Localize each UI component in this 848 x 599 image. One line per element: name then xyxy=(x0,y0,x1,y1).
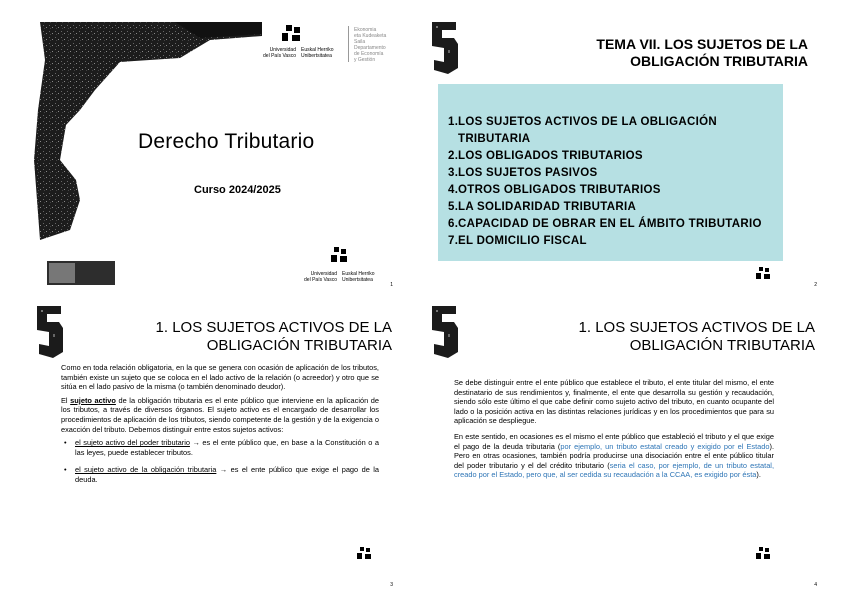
page-number: 4 xyxy=(814,582,817,588)
bullet-item xyxy=(61,438,379,457)
toc-number: 6. xyxy=(448,218,459,230)
university-name-eu xyxy=(301,47,341,59)
bullet-term: el sujeto activo de la obligación tributaria xyxy=(75,465,217,475)
bullet-text: → es el ente público que, en base a la Constitución o a las leyes, puede establecer tributos. xyxy=(75,438,379,457)
toc-number: 7. xyxy=(448,235,459,247)
page-number: 3 xyxy=(390,582,393,588)
toc-number: 2. xyxy=(448,150,459,162)
slide-title: TEMA VII. LOS SUJETOS DE LA OBLIGACIÓN TRIBUTARIA xyxy=(596,36,808,69)
university-mini-logo xyxy=(753,546,775,562)
slide-body xyxy=(61,363,379,493)
toc-item[interactable] xyxy=(448,165,778,182)
table-of-contents-box xyxy=(438,84,783,261)
dept-line: y Gestión xyxy=(354,57,376,63)
dept-line: Ekonomia xyxy=(354,27,377,33)
toc-text: LOS OBLIGADOS TRIBUTARIOS xyxy=(458,150,643,162)
university-name-eu-bottom xyxy=(342,271,386,283)
toc-number: 3. xyxy=(448,167,459,179)
toc-number: 5. xyxy=(448,201,459,213)
text: ). xyxy=(756,470,761,480)
term-sujeto-activo: sujeto activo xyxy=(70,395,116,405)
paragraph: Se debe distinguir entre el ente público que establece el tributo, el ente titular del mismo, el ente destinatario de sus rendimientos y, finalmente, el ente que desarrolla su gestión y recaudación, siendo sólo este último el que cabe definir como sujeto activo del tributo, en cuanto ocupante del lado o la posición activa en las distintas relaciones jurídicas y en los procedimientos que para su aplicación se despliegue. xyxy=(454,378,774,426)
bullet-icon: • xyxy=(64,438,67,448)
bullet-text: → es el ente público que exige el pago de la deuda. xyxy=(75,465,379,484)
slide-2 xyxy=(424,0,848,299)
text: En este sentido, en ocasiones es el mismo el ente público que estableció el tributo y el que exige el pago de la deuda tributaria ( xyxy=(454,431,774,451)
course-year: Curso 2024/2025 xyxy=(194,184,281,196)
bullet-term: el sujeto activo del poder tributario xyxy=(75,438,190,448)
toc-text: EL DOMICILIO FISCAL xyxy=(458,235,587,247)
toc-number: 4. xyxy=(448,184,459,196)
paragraph: Como en toda relación obligatoria, en la que se genera con ocasión de aplicación de los tributos, también existe un sujeto que se coloca en el lado activo de la relación (o acreedor) y otro que se sitúa en el lado pasivo de la misma (o también denominado deudor). xyxy=(61,363,379,392)
slide-body xyxy=(454,378,774,484)
toc-item[interactable] xyxy=(448,114,778,148)
bullet-item xyxy=(61,465,379,484)
toc-text: OTROS OBLIGADOS TRIBUTARIOS xyxy=(458,184,661,196)
example-text: por ejemplo, un tributo estatal creado y exigido por el Estado xyxy=(560,441,770,451)
example-text: seria el caso, por ejemplo, de un tributo estatal, creado por el Estado, pero que, al ser cedida su recaudación a la CCAA, es exigido por ésta xyxy=(454,460,775,480)
text: de la obligación tributaria es el ente público que interviene en la aplicación de los tributos, a través de diversos órganos. El sujeto activo es el encargado de desarrollar los procedimientos de aplicación de los tributos, siendo competente de la gestión y de la exigencia o exacción del tributo. Debemos distinguir entre estos sujetos activos: xyxy=(61,395,379,434)
section-title: 1. LOS SUJETOS ACTIVOS DE LA OBLIGACIÓN TRIBUTARIA xyxy=(578,319,815,354)
uni-line: Unibertsitatea xyxy=(301,53,332,59)
bullet-list xyxy=(61,438,379,484)
toc-text: LOS SUJETOS ACTIVOS DE LA OBLIGACIÓN TRIBUTARIA xyxy=(458,116,717,145)
toc-number: 1. xyxy=(448,116,459,128)
decorative-glyph-logo xyxy=(430,20,460,75)
decorative-glyph-logo xyxy=(35,304,65,359)
page-number: 2 xyxy=(814,282,817,288)
toc-item[interactable] xyxy=(448,182,778,199)
toc-text: LA SOLIDARIDAD TRIBUTARIA xyxy=(458,201,637,213)
uni-line: Euskal Herriko xyxy=(301,47,334,53)
text: El xyxy=(61,395,71,405)
university-logo-top xyxy=(272,23,312,45)
faculty-banner-image xyxy=(47,261,115,285)
bullet-icon: • xyxy=(64,465,67,475)
university-mini-logo xyxy=(753,266,775,282)
uni-line: del País Vasco xyxy=(263,53,296,59)
slide-4 xyxy=(424,300,848,599)
uni-line: Universidad xyxy=(310,271,337,277)
university-name-es-bottom xyxy=(293,271,337,283)
uni-line: Universidad xyxy=(269,47,296,53)
uni-line: Euskal Herriko xyxy=(342,271,375,277)
university-mini-logo xyxy=(354,546,376,562)
university-name-es xyxy=(256,47,296,59)
table-of-contents xyxy=(448,114,778,250)
toc-item[interactable] xyxy=(448,216,778,233)
section-title: 1. LOS SUJETOS ACTIVOS DE LA OBLIGACIÓN TRIBUTARIA xyxy=(155,319,392,354)
page-number: 1 xyxy=(390,282,393,288)
toc-text: LOS SUJETOS PASIVOS xyxy=(458,167,598,179)
dept-line: Saila xyxy=(354,39,366,45)
toc-item[interactable] xyxy=(448,199,778,216)
decorative-glyph-logo xyxy=(430,304,460,359)
toc-item[interactable] xyxy=(448,148,778,165)
text: ). Pero en otras ocasiones, también podría producirse una disociación entre el ente público titular del poder tributario y el del crédito tributario ( xyxy=(454,441,774,470)
university-logo-bottom xyxy=(326,246,354,268)
slide-1 xyxy=(0,0,424,299)
dept-line: de Economía xyxy=(354,51,384,57)
toc-item[interactable] xyxy=(448,233,778,250)
divider xyxy=(348,26,349,62)
uni-line: Unibertsitatea xyxy=(342,277,373,283)
dept-line: Departamento xyxy=(354,45,386,51)
department-name xyxy=(354,27,386,63)
dept-line: eta Kudeaketa xyxy=(354,33,387,39)
slide-3 xyxy=(0,300,424,599)
paragraph xyxy=(61,396,379,434)
paragraph xyxy=(454,432,774,480)
toc-text: CAPACIDAD DE OBRAR EN EL ÁMBITO TRIBUTARIO xyxy=(458,218,762,230)
uni-line: del País Vasco xyxy=(304,277,337,283)
course-title: Derecho Tributario xyxy=(138,130,315,153)
